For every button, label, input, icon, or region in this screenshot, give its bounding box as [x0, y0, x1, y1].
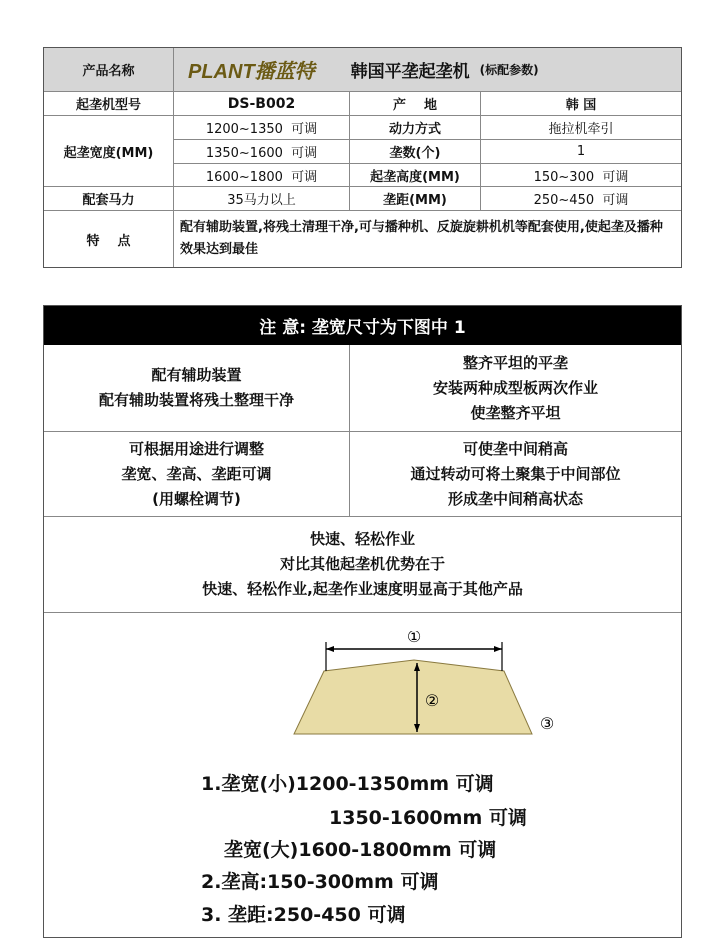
- hp-value: 35马力以上: [174, 187, 350, 211]
- ridge-count-label: 垄数(个): [350, 140, 481, 164]
- feature-block-flat: [350, 345, 681, 432]
- spec-width-mid: 1350-1600mm 可调: [329, 807, 527, 829]
- feature-block-adjust: [44, 432, 350, 517]
- block-line: (用螺栓调节): [152, 489, 241, 508]
- block-line: 快速、轻松作业,起垄作业速度明显高于其他产品: [202, 580, 523, 598]
- marker-3: ③: [539, 714, 555, 733]
- width-value-1: 1200~1350 可调: [174, 116, 350, 140]
- block-line: 对比其他起垄机优势在于: [279, 555, 445, 573]
- product-title: 韩国平垄起垄机: [350, 62, 470, 82]
- model-value: DS-B002: [174, 92, 350, 116]
- spec-table: [43, 47, 682, 268]
- ridge-height-label: 起垄高度(MM): [350, 164, 481, 187]
- arrow-left-icon: [326, 646, 334, 652]
- origin-label: 产 地: [350, 92, 481, 116]
- ridge-count-value: 1: [481, 140, 681, 164]
- origin-value: 韩 国: [481, 92, 681, 116]
- hp-label: 配套马力: [44, 187, 174, 211]
- block-line: 形成垄中间稍高状态: [447, 489, 583, 508]
- spec-width-large: 垄宽(大)1600-1800mm 可调: [224, 839, 497, 861]
- product-name-label: 产品名称: [44, 48, 174, 92]
- product-note: (标配参数): [479, 63, 539, 77]
- feature-block-fast: [44, 517, 681, 613]
- width-label: 起垄宽度(MM): [44, 116, 174, 187]
- spec-height: 2.垄高:150-300mm 可调: [201, 871, 439, 893]
- ridge-spacing-value: 250~450 可调: [481, 187, 681, 211]
- marker-1: ①: [406, 631, 422, 646]
- power-mode-label: 动力方式: [350, 116, 481, 140]
- model-label: 起垄机型号: [44, 92, 174, 116]
- ridge-spacing-label: 垄距(MM): [350, 187, 481, 211]
- width-value-3: 1600~1800 可调: [174, 164, 350, 187]
- ridge-diagram: [244, 631, 574, 746]
- product-header: [174, 48, 681, 92]
- feature-block-assist: [44, 345, 350, 432]
- spec-width-small: 1.垄宽(小)1200-1350mm 可调: [201, 773, 494, 795]
- ridge-shape: [294, 660, 532, 734]
- block-line: 可使垄中间稍高: [462, 439, 568, 458]
- spec-spacing: 3. 垄距:250-450 可调: [201, 904, 406, 926]
- block-line: 安装两种成型板两次作业: [432, 378, 598, 397]
- block-line: 垄宽、垄高、垄距可调: [121, 464, 272, 483]
- block-line: 配有辅助装置将残土整理干净: [98, 391, 294, 409]
- block-line: 可根据用途进行调整: [128, 439, 264, 458]
- notice-title: 注 意: 垄宽尺寸为下图中 1: [44, 306, 681, 345]
- marker-2: ②: [424, 691, 440, 710]
- feature-label: 特 点: [44, 211, 174, 267]
- width-value-2: 1350~1600 可调: [174, 140, 350, 164]
- feature-value: 配有辅助装置,将残土清理干净,可与播种机、反旋旋耕机机等配套使用,使起垄及播种效果达到最佳: [180, 220, 663, 257]
- block-line: 使垄整齐平坦: [470, 403, 561, 422]
- power-mode-value: 拖拉机牵引: [481, 116, 681, 140]
- block-line: 快速、轻松作业: [309, 530, 415, 548]
- arrow-right-icon: [494, 646, 502, 652]
- brand-name: PLANT播蓝特: [188, 61, 315, 83]
- feature-block-raised: [350, 432, 681, 517]
- block-line: 配有辅助装置: [151, 366, 242, 384]
- ridge-height-value: 150~300 可调: [481, 164, 681, 187]
- notice-panel: [43, 305, 682, 938]
- block-line: 整齐平坦的平垄: [462, 353, 568, 372]
- block-line: 通过转动可将土聚集于中间部位: [410, 464, 621, 483]
